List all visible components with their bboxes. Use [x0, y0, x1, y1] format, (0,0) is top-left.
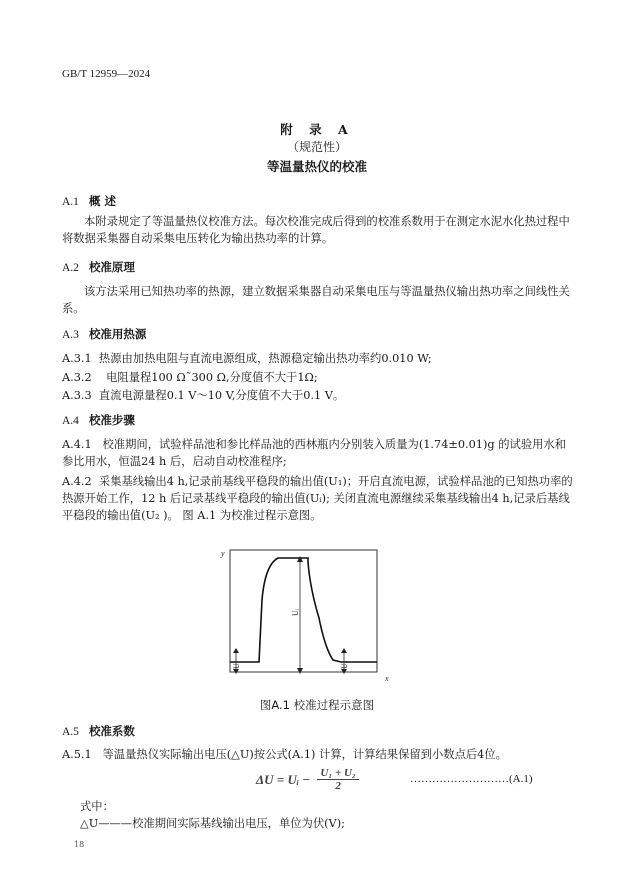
section-a4-heading [62, 412, 135, 428]
section-number: A.3 [62, 329, 79, 341]
section-number: A.2 [62, 262, 79, 274]
section-number: A.4 [62, 415, 79, 427]
formula-reference: ………………………(A.1) [410, 773, 533, 785]
section-a4-2-paragraph: A.4.2 采集基线输出4 h,记录前基线平稳段的输出值(U₁)；开启直流电源，试验样品池的已知热功率的热源开始工作，12 h 后记录基线平稳段的输出值(Uᵢ); 关闭直流电源继续采集基线输出4 h,记录后基线平稳段的输出值(U₂ )。 图 A.1 为校准过程示意图。 [62, 475, 573, 522]
u2-label: U₂ [340, 660, 349, 669]
formula-denominator: 2 [335, 780, 341, 792]
page-number: 18 [74, 840, 85, 849]
list-item: A.3.2 电阻量程100 Ω˜300 Ω,分度值不大于1Ω; [62, 371, 318, 384]
formula-lhs: ΔU = Uᵢ − [256, 771, 311, 787]
appendix-nature: （规范性） [286, 140, 347, 154]
section-a1-heading [62, 193, 116, 209]
section-title: 校准步骤 [88, 413, 135, 427]
section-number: A.5 [62, 726, 79, 738]
section-a4-1-paragraph: A.4.1 校准期间，试验样品池和参比样品池的西林瓶内分别装入质量为(1.74±0.01)g 的试验用水和参比用水，恒温24 h 后，启动自动校准程序; [62, 438, 567, 468]
ui-label: Uᵢ [291, 608, 300, 616]
appendix-heading: 等温量热仪的校准 [266, 159, 367, 174]
section-a1-paragraph: 本附录规定了等温量热仪校准方法。每次校准完成后得到的校准系数用于在测定水泥水化热过程中将数据采集器自动采集电压转化为输出热功率的计算。 [62, 215, 570, 245]
list-item: A.3.3 直流电源量程0.1 V～10 V,分度值不大于0.1 V。 [62, 389, 345, 402]
y-axis-label: y [221, 549, 225, 558]
section-title: 校准原理 [88, 260, 135, 274]
calibration-process-figure [210, 540, 410, 690]
x-axis-label: x [385, 674, 389, 683]
standard-number: GB/T 12959—2024 [62, 68, 151, 80]
variable-definition: △U———校准期间实际基线输出电压，单位为伏(V); [80, 817, 345, 830]
formula-numerator: U₁ + U₂ [317, 767, 358, 780]
signal-curve [230, 558, 377, 662]
section-title: 概 述 [88, 194, 116, 208]
section-a3-heading [62, 326, 146, 342]
u1-label: U₁ [232, 660, 241, 669]
section-title: 校准用热源 [88, 327, 147, 341]
section-number: A.1 [62, 196, 79, 208]
plot-frame [230, 550, 377, 672]
where-label: 式中： [80, 800, 114, 813]
list-item: A.3.1 热源由加热电阻与直流电源组成，热源稳定输出热功率约0.010 W; [62, 352, 432, 365]
appendix-title: 附 录 A [280, 122, 354, 137]
formula-fraction [317, 767, 358, 792]
section-a5-1-paragraph: A.5.1 等温量热仪实际输出电压(△U)按公式(A.1) 计算，计算结果保留到小数点后4位。 [62, 748, 507, 761]
section-a2-heading [62, 259, 135, 275]
section-a2-paragraph: 该方法采用已知热功率的热源，建立数据采集器自动采集电压与等温量热仪输出热功率之间线性关系。 [62, 285, 570, 315]
formula-a1 [256, 767, 359, 792]
section-a5-heading [62, 723, 135, 739]
section-title: 校准系数 [88, 724, 135, 738]
figure-caption: 图A.1 校准过程示意图 [259, 698, 375, 712]
